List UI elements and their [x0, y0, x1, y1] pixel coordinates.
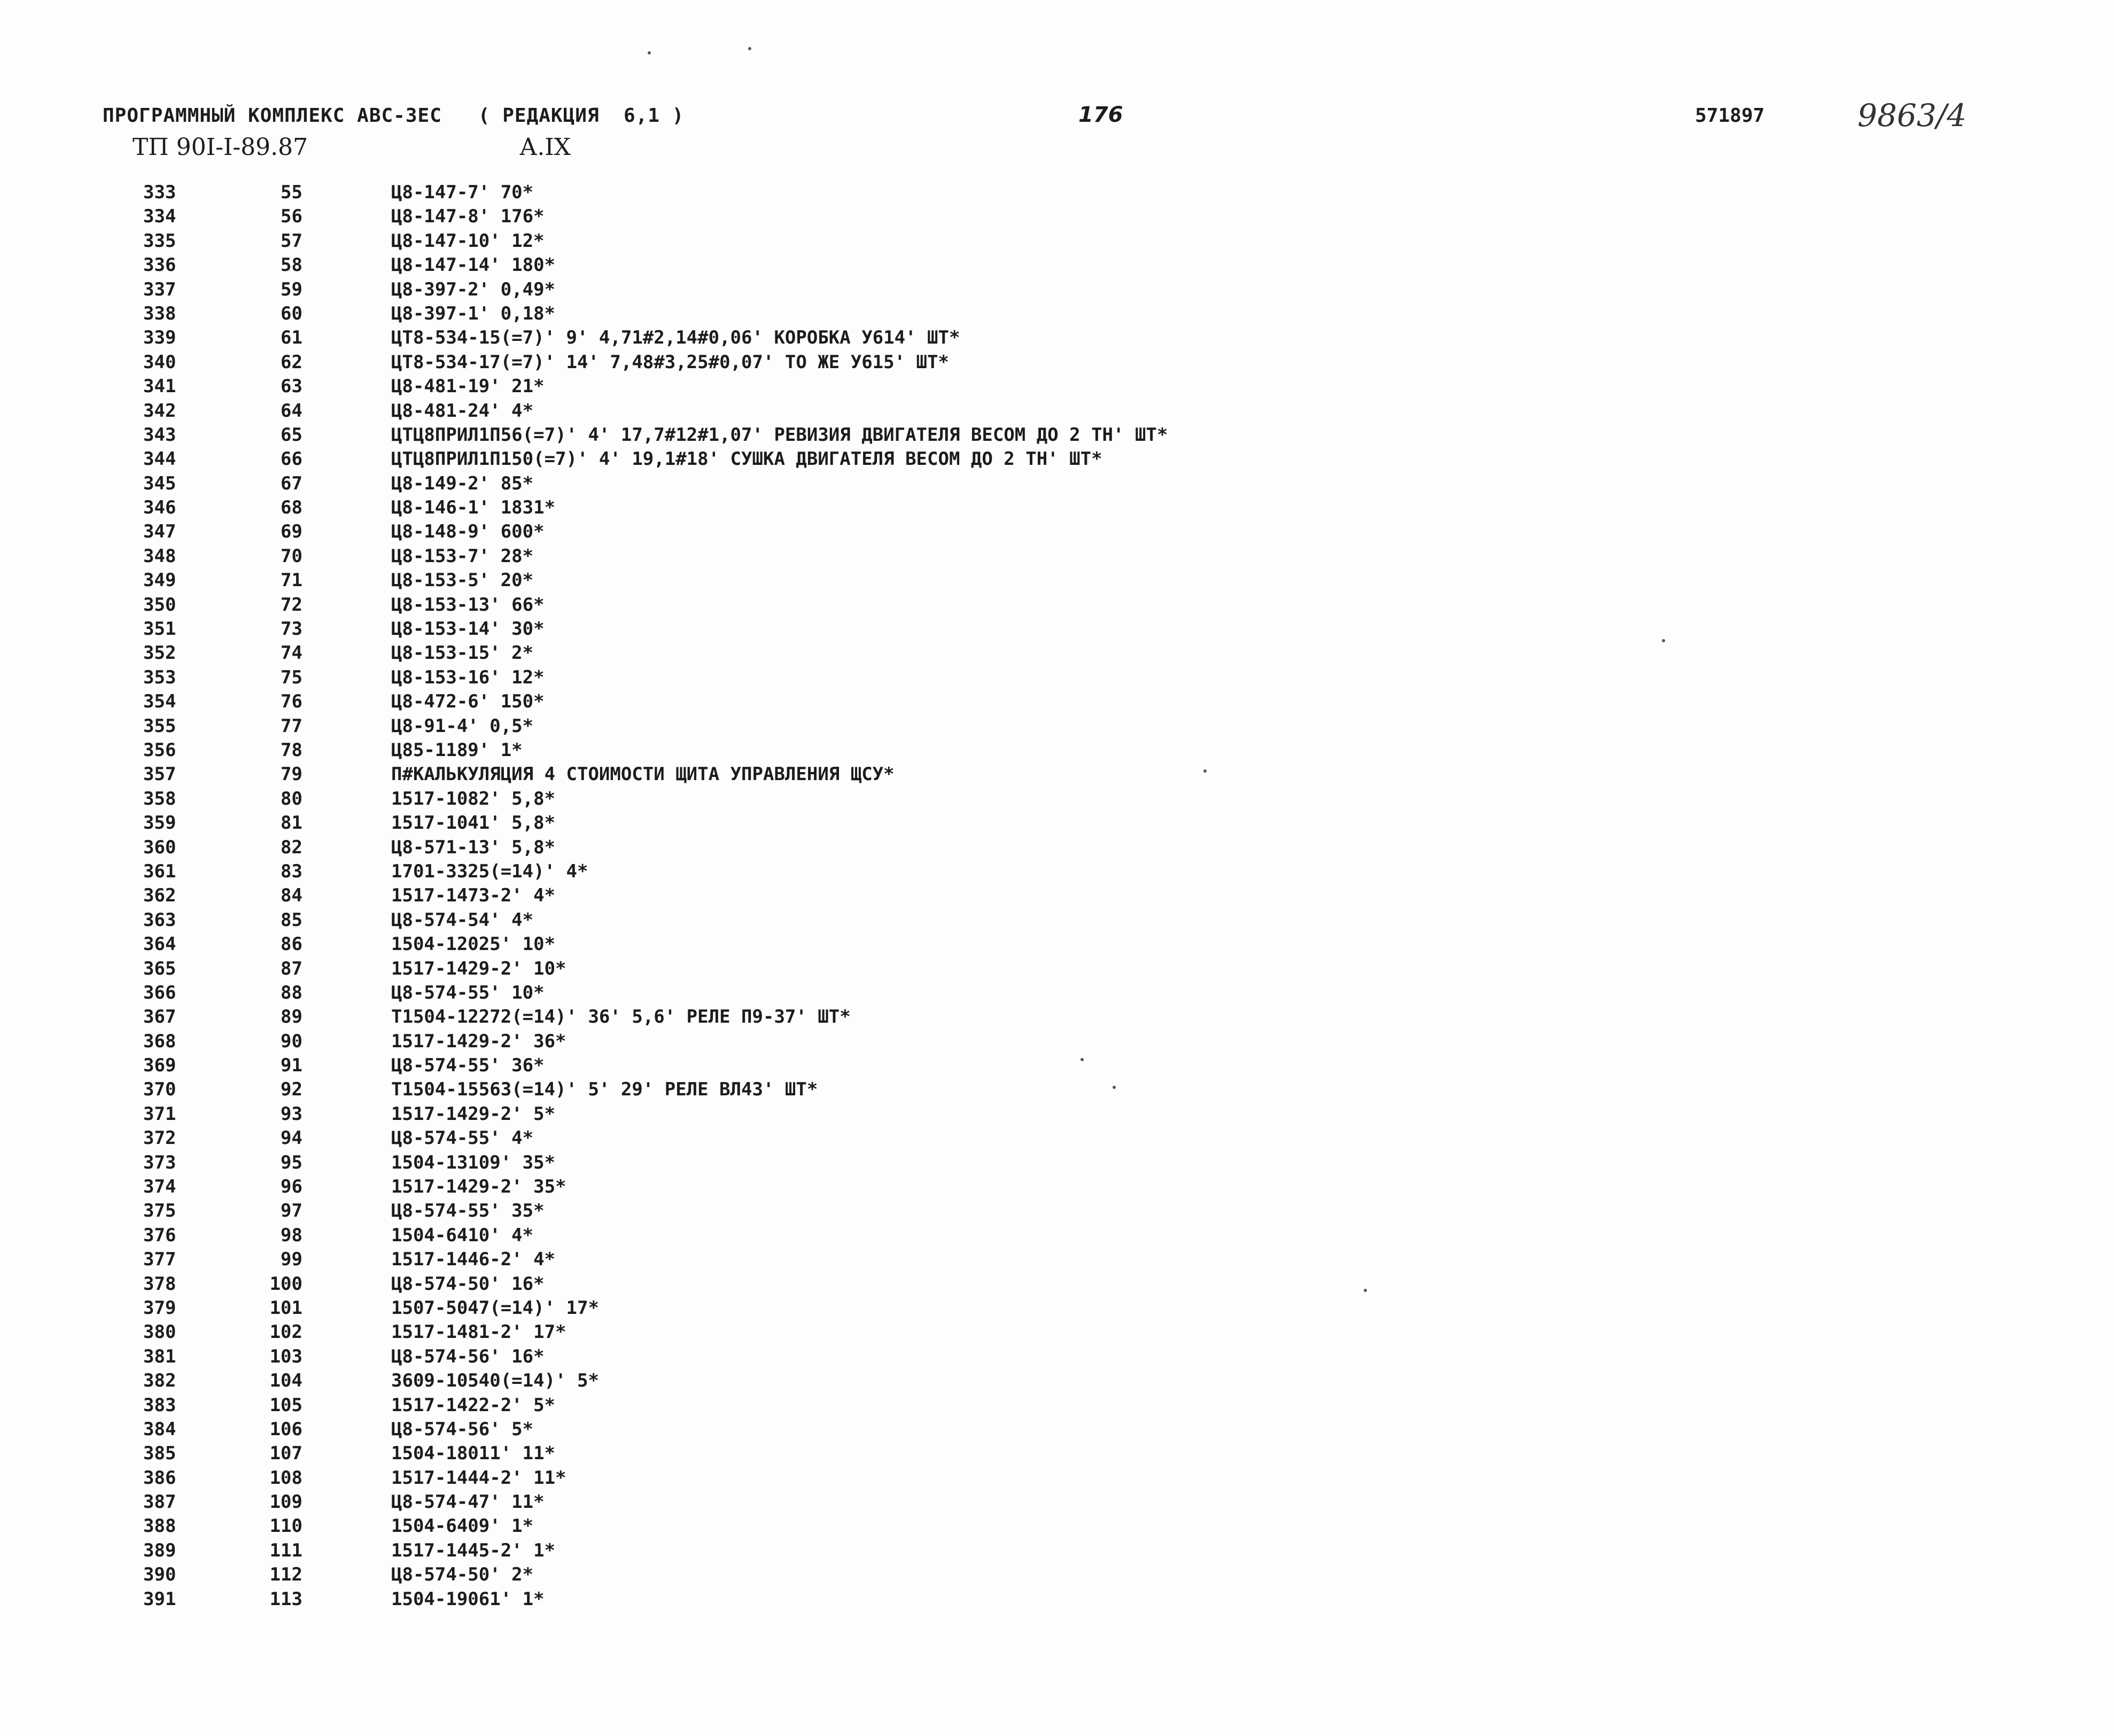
line-number: 339 — [143, 327, 176, 349]
entry-text: Ц8-153-16' 12* — [391, 666, 545, 688]
line-number: 341 — [143, 376, 176, 398]
entry-text: 1504-13109' 35* — [391, 1151, 556, 1173]
line-number: 378 — [143, 1273, 176, 1295]
listing-row — [0, 762, 2114, 787]
entry-text: Ц8-91-4' 0,5* — [391, 715, 534, 737]
listing-row — [0, 278, 2114, 302]
entry-text: Ц8-153-7' 28* — [391, 545, 534, 567]
listing-row — [0, 569, 2114, 593]
listing-row — [0, 1126, 2114, 1150]
entry-text: 1517-1429-2' 5* — [391, 1103, 556, 1125]
entry-text: Ц8-153-14' 30* — [391, 618, 545, 640]
item-number: 83 — [281, 860, 302, 882]
page-number: 176 — [1078, 103, 1123, 127]
line-number: 381 — [143, 1345, 176, 1367]
listing-row — [0, 181, 2114, 205]
entry-text: 1517-1429-2' 36* — [391, 1030, 566, 1052]
line-number: 342 — [143, 400, 176, 422]
line-number: 356 — [143, 739, 176, 761]
line-number: 380 — [143, 1321, 176, 1343]
item-number: 70 — [281, 545, 302, 567]
listing-row — [0, 1320, 2114, 1344]
line-number: 368 — [143, 1030, 176, 1052]
item-number: 84 — [281, 885, 302, 907]
document-code: 571897 — [1695, 105, 1765, 127]
item-number: 56 — [281, 206, 302, 228]
listing-row — [0, 1514, 2114, 1538]
line-number: 358 — [143, 788, 176, 809]
entry-text: Ц85-1189' 1* — [391, 739, 523, 761]
scan-speck — [1113, 1086, 1116, 1089]
line-number: 375 — [143, 1200, 176, 1222]
entry-text: 1517-1473-2' 4* — [391, 885, 556, 907]
item-number: 86 — [281, 933, 302, 955]
line-number: 355 — [143, 715, 176, 737]
listing-row — [0, 1078, 2114, 1102]
entry-text: Ц8-574-55' 36* — [391, 1055, 545, 1077]
item-number: 55 — [281, 182, 302, 203]
item-number: 98 — [281, 1224, 302, 1246]
listing-row — [0, 1054, 2114, 1078]
line-number: 388 — [143, 1515, 176, 1537]
listing-row — [0, 641, 2114, 665]
entry-text: Ц8-146-1' 1831* — [391, 497, 556, 519]
item-number: 66 — [281, 448, 302, 470]
entry-text: П#КАЛЬКУЛЯЦИЯ 4 СТОИМОСТИ ЩИТА УПРАВЛЕНИЯ ЩСУ* — [391, 764, 895, 785]
item-number: 106 — [269, 1418, 302, 1440]
entry-text: Т1504-12272(=14)' 36' 5,6' РЕЛЕ П9-37' ШТ* — [391, 1006, 851, 1028]
item-number: 111 — [269, 1539, 302, 1561]
item-number: 60 — [281, 302, 302, 324]
listing-row — [0, 1199, 2114, 1223]
item-number: 105 — [269, 1394, 302, 1416]
entry-text: Ц8-149-2' 85* — [391, 472, 534, 494]
line-number: 344 — [143, 448, 176, 470]
listing-row — [0, 787, 2114, 811]
item-number: 62 — [281, 351, 302, 373]
item-number: 80 — [281, 788, 302, 809]
line-number: 346 — [143, 497, 176, 519]
line-number: 363 — [143, 909, 176, 931]
listing-row — [0, 811, 2114, 835]
line-number: 359 — [143, 812, 176, 834]
item-number: 82 — [281, 836, 302, 858]
item-number: 71 — [281, 570, 302, 591]
listing-row — [0, 957, 2114, 981]
program-title: ПРОГРАММНЫЙ КОМПЛЕКС АВС-3ЕС ( РЕДАКЦИЯ 6,1 ) — [103, 105, 685, 127]
listing-row — [0, 1224, 2114, 1248]
listing-row — [0, 326, 2114, 350]
listing-row — [0, 714, 2114, 738]
line-number: 350 — [143, 594, 176, 616]
line-number: 369 — [143, 1055, 176, 1077]
entry-text: Ц8-147-8' 176* — [391, 206, 545, 228]
line-number: 336 — [143, 254, 176, 276]
line-number: 354 — [143, 691, 176, 713]
listing-row — [0, 1563, 2114, 1587]
line-number: 382 — [143, 1370, 176, 1392]
line-number: 386 — [143, 1467, 176, 1489]
item-number: 97 — [281, 1200, 302, 1222]
item-number: 100 — [269, 1273, 302, 1295]
line-number: 334 — [143, 206, 176, 228]
line-number: 390 — [143, 1564, 176, 1586]
entry-text: Т1504-15563(=14)' 5' 29' РЕЛЕ ВЛ43' ШТ* — [391, 1079, 818, 1101]
line-number: 377 — [143, 1249, 176, 1271]
line-number: 347 — [143, 521, 176, 543]
item-number: 101 — [269, 1297, 302, 1319]
listing-row — [0, 520, 2114, 544]
item-number: 107 — [269, 1443, 302, 1465]
line-number: 367 — [143, 1006, 176, 1028]
entry-text: 1517-1444-2' 11* — [391, 1467, 566, 1489]
listing-row — [0, 205, 2114, 229]
listing-row — [0, 1102, 2114, 1126]
entry-text: 1701-3325(=14)' 4* — [391, 860, 588, 882]
listing-row — [0, 1418, 2114, 1442]
entry-text: Ц8-481-24' 4* — [391, 400, 534, 422]
entry-text: Ц8-574-56' 5* — [391, 1418, 534, 1440]
line-number: 345 — [143, 472, 176, 494]
entry-text: Ц8-574-50' 2* — [391, 1564, 534, 1586]
entry-text: ЦТЦ8ПРИЛ1П56(=7)' 4' 17,7#12#1,07' РЕВИЗИЯ ДВИГАТЕЛЯ ВЕСОМ ДО 2 ТН' ШТ* — [391, 424, 1168, 446]
item-number: 109 — [269, 1491, 302, 1513]
listing-row — [0, 738, 2114, 762]
line-number: 337 — [143, 278, 176, 300]
line-number: 338 — [143, 302, 176, 324]
listing-row — [0, 1490, 2114, 1514]
listing-row — [0, 860, 2114, 884]
item-number: 85 — [281, 909, 302, 931]
entry-text: 1517-1481-2' 17* — [391, 1321, 566, 1343]
item-number: 108 — [269, 1467, 302, 1489]
entry-text: 1504-6409' 1* — [391, 1515, 534, 1537]
listing-row — [0, 1005, 2114, 1029]
line-number: 348 — [143, 545, 176, 567]
line-number: 361 — [143, 860, 176, 882]
item-number: 78 — [281, 739, 302, 761]
item-number: 72 — [281, 594, 302, 616]
line-number: 373 — [143, 1151, 176, 1173]
line-number: 360 — [143, 836, 176, 858]
entry-text: Ц8-574-47' 11* — [391, 1491, 545, 1513]
scan-speck — [1662, 639, 1665, 642]
listing-row — [0, 1272, 2114, 1296]
entry-text: Ц8-481-19' 21* — [391, 376, 545, 398]
line-number: 385 — [143, 1443, 176, 1465]
item-number: 77 — [281, 715, 302, 737]
item-number: 73 — [281, 618, 302, 640]
item-number: 112 — [269, 1564, 302, 1586]
item-number: 103 — [269, 1345, 302, 1367]
listing-row — [0, 884, 2114, 908]
scan-speck — [648, 51, 651, 55]
item-number: 92 — [281, 1079, 302, 1101]
line-number: 387 — [143, 1491, 176, 1513]
entry-text: 1517-1445-2' 1* — [391, 1539, 556, 1561]
line-number: 349 — [143, 570, 176, 591]
listing-row — [0, 496, 2114, 520]
item-number: 59 — [281, 278, 302, 300]
entry-text: Ц8-147-10' 12* — [391, 230, 545, 252]
scan-speck — [1081, 1058, 1084, 1061]
line-number: 376 — [143, 1224, 176, 1246]
item-number: 102 — [269, 1321, 302, 1343]
item-number: 69 — [281, 521, 302, 543]
listing-row — [0, 447, 2114, 471]
entry-text: 1504-6410' 4* — [391, 1224, 534, 1246]
entry-text: Ц8-574-55' 10* — [391, 982, 545, 1003]
line-number: 391 — [143, 1588, 176, 1610]
listing-row — [0, 302, 2114, 326]
item-number: 91 — [281, 1055, 302, 1077]
item-number: 65 — [281, 424, 302, 446]
item-number: 74 — [281, 642, 302, 664]
entry-text: Ц8-397-2' 0,49* — [391, 278, 556, 300]
item-number: 75 — [281, 666, 302, 688]
entry-text: Ц8-574-50' 16* — [391, 1273, 545, 1295]
listing-rows — [0, 181, 2114, 1612]
listing-row — [0, 472, 2114, 496]
entry-text: Ц8-147-14' 180* — [391, 254, 556, 276]
entry-text: 1517-1082' 5,8* — [391, 788, 556, 809]
item-number: 67 — [281, 472, 302, 494]
item-number: 99 — [281, 1249, 302, 1271]
listing-row — [0, 1394, 2114, 1418]
item-number: 104 — [269, 1370, 302, 1392]
item-number: 96 — [281, 1176, 302, 1198]
entry-text: Ц8-148-9' 600* — [391, 521, 545, 543]
listing-row — [0, 544, 2114, 569]
entry-text: 1517-1429-2' 10* — [391, 957, 566, 979]
line-number: 366 — [143, 982, 176, 1003]
entry-text: Ц8-574-55' 35* — [391, 1200, 545, 1222]
entry-text: Ц8-153-5' 20* — [391, 570, 534, 591]
entry-text: ЦТ8-534-15(=7)' 9' 4,71#2,14#0,06' КОРОБКА У614' ШТ* — [391, 327, 960, 349]
listing-row — [0, 1248, 2114, 1272]
entry-text: Ц8-574-54' 4* — [391, 909, 534, 931]
line-number: 333 — [143, 182, 176, 203]
item-number: 94 — [281, 1127, 302, 1149]
scan-speck — [748, 47, 751, 50]
entry-text: Ц8-574-55' 4* — [391, 1127, 534, 1149]
listing-row — [0, 1369, 2114, 1393]
entry-text: 1504-12025' 10* — [391, 933, 556, 955]
listing-row — [0, 1442, 2114, 1466]
line-number: 365 — [143, 957, 176, 979]
listing-row — [0, 1030, 2114, 1054]
listing-row — [0, 351, 2114, 375]
project-number: ТП 90I-I-89.87 — [133, 134, 308, 161]
listing-row — [0, 1175, 2114, 1199]
entry-text: 3609-10540(=14)' 5* — [391, 1370, 599, 1392]
entry-text: Ц8-397-1' 0,18* — [391, 302, 556, 324]
item-number: 93 — [281, 1103, 302, 1125]
listing-row — [0, 1587, 2114, 1612]
listing-row — [0, 1539, 2114, 1563]
item-number: 110 — [269, 1515, 302, 1537]
listing-row — [0, 253, 2114, 277]
listing-row — [0, 1345, 2114, 1369]
line-number: 371 — [143, 1103, 176, 1125]
item-number: 57 — [281, 230, 302, 252]
item-number: 68 — [281, 497, 302, 519]
item-number: 76 — [281, 691, 302, 713]
entry-text: Ц8-472-6' 150* — [391, 691, 545, 713]
line-number: 374 — [143, 1176, 176, 1198]
entry-text: Ц8-571-13' 5,8* — [391, 836, 556, 858]
item-number: 89 — [281, 1006, 302, 1028]
listing-row — [0, 423, 2114, 447]
listing-row — [0, 229, 2114, 253]
line-number: 379 — [143, 1297, 176, 1319]
listing-row — [0, 593, 2114, 617]
listing-row — [0, 1151, 2114, 1175]
entry-text: 1517-1422-2' 5* — [391, 1394, 556, 1416]
listing-row — [0, 1466, 2114, 1490]
line-number: 343 — [143, 424, 176, 446]
entry-text: 1504-19061' 1* — [391, 1588, 545, 1610]
line-number: 383 — [143, 1394, 176, 1416]
listing-row — [0, 932, 2114, 956]
item-number: 64 — [281, 400, 302, 422]
entry-text: Ц8-153-13' 66* — [391, 594, 545, 616]
listing-row — [0, 617, 2114, 641]
listing-row — [0, 908, 2114, 932]
entry-text: 1517-1041' 5,8* — [391, 812, 556, 834]
entry-text: 1517-1429-2' 35* — [391, 1176, 566, 1198]
item-number: 87 — [281, 957, 302, 979]
handwritten-number: 9863/4 — [1857, 97, 1967, 134]
entry-text: ЦТ8-534-17(=7)' 14' 7,48#3,25#0,07' ТО ЖЕ У615' ШТ* — [391, 351, 949, 373]
line-number: 364 — [143, 933, 176, 955]
album-number: А.IX — [519, 134, 571, 161]
line-number: 384 — [143, 1418, 176, 1440]
listing-row — [0, 399, 2114, 423]
line-number: 362 — [143, 885, 176, 907]
line-number: 389 — [143, 1539, 176, 1561]
listing-row — [0, 690, 2114, 714]
line-number: 335 — [143, 230, 176, 252]
listing-row — [0, 836, 2114, 860]
scan-speck — [1203, 769, 1207, 773]
entry-text: Ц8-147-7' 70* — [391, 182, 534, 203]
line-number: 351 — [143, 618, 176, 640]
line-number: 372 — [143, 1127, 176, 1149]
line-number: 357 — [143, 764, 176, 785]
item-number: 95 — [281, 1151, 302, 1173]
line-number: 352 — [143, 642, 176, 664]
listing-row — [0, 666, 2114, 690]
item-number: 63 — [281, 376, 302, 398]
item-number: 88 — [281, 982, 302, 1003]
listing-row — [0, 981, 2114, 1005]
entry-text: Ц8-153-15' 2* — [391, 642, 534, 664]
item-number: 58 — [281, 254, 302, 276]
scan-speck — [1364, 1289, 1367, 1292]
listing-row — [0, 375, 2114, 399]
item-number: 113 — [269, 1588, 302, 1610]
entry-text: 1507-5047(=14)' 17* — [391, 1297, 599, 1319]
listing-row — [0, 1296, 2114, 1320]
line-number: 370 — [143, 1079, 176, 1101]
item-number: 81 — [281, 812, 302, 834]
line-number: 353 — [143, 666, 176, 688]
item-number: 90 — [281, 1030, 302, 1052]
entry-text: 1517-1446-2' 4* — [391, 1249, 556, 1271]
item-number: 61 — [281, 327, 302, 349]
entry-text: 1504-18011' 11* — [391, 1443, 556, 1465]
entry-text: Ц8-574-56' 16* — [391, 1345, 545, 1367]
line-number: 340 — [143, 351, 176, 373]
entry-text: ЦТЦ8ПРИЛ1П150(=7)' 4' 19,1#18' СУШКА ДВИГАТЕЛЯ ВЕСОМ ДО 2 ТН' ШТ* — [391, 448, 1102, 470]
item-number: 79 — [281, 764, 302, 785]
